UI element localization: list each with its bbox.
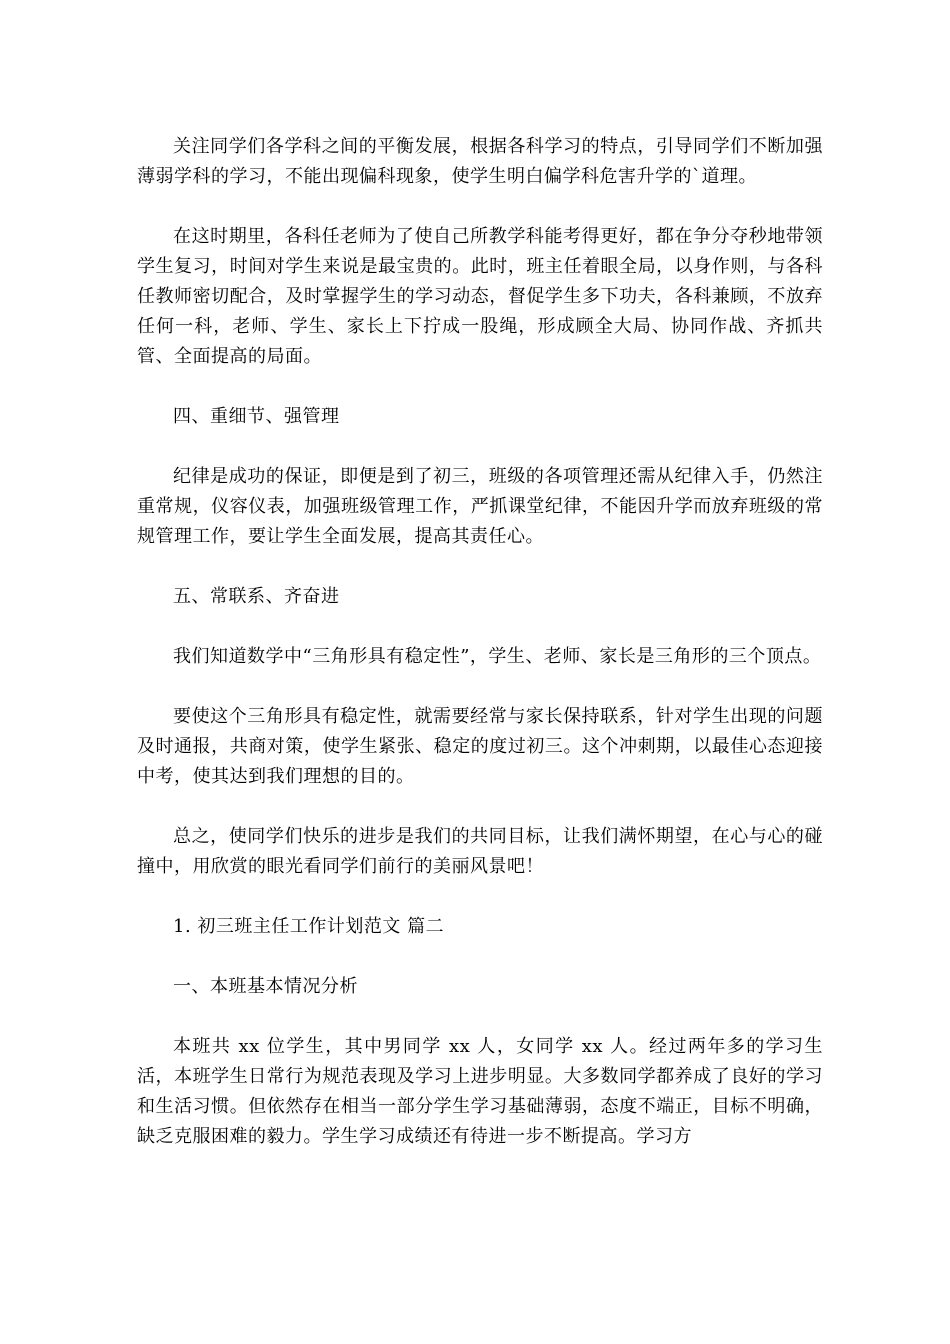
section-heading-5: 五、常联系、齐奋进 (173, 586, 340, 607)
paragraph-teacher-cooperation: 在这时期里，各科任老师为了使自己所教学科能考得更好，都在争分夺秒地带领学生复习，时间对学生来说是最宝贵的。此时，班主任着眼全局，以身作则，与各科任教师密切配合，及时掌握学生的学习动态，督促学生多下功夫，各科兼顾，不放弃任何一科，老师、学生、家长上下拧成一股绳，形成顾全大局、协同作战、齐抓共管、全面提高的局面。 (137, 226, 823, 367)
paragraph-discipline: 纪律是成功的保证，即便是到了初三，班级的各项管理还需从纪律入手，仍然注重常规，仪容仪表，加强班级管理工作，严抓课堂纪律，不能因升学而放弃班级的常规管理工作，要让学生全面发展，提高其责任心。 (137, 466, 823, 547)
document-page (137, 132, 823, 1152)
section-heading-1: 一、本班基本情况分析 (173, 976, 358, 997)
paragraph-parent-contact: 要使这个三角形具有稳定性，就需要经常与家长保持联系，针对学生出现的问题及时通报，共商对策，使学生紧张、稳定的度过初三。这个冲刺期，以最佳心态迎接中考，使其达到我们理想的目的。 (137, 706, 823, 787)
paragraph-class-analysis: 本班共 xx 位学生，其中男同学 xx 人，女同学 xx 人。经过两年多的学习生活，本班学生日常行为规范表现及学习上进步明显。大多数同学都养成了良好的学习和生活习惯。但依然存在相当一部分学生学习基础薄弱，态度不端正，目标不明确，缺乏克服困难的毅力。学生学习成绩还有待进一步不断提高。学习方 (137, 1036, 823, 1147)
paragraph-balanced-development: 关注同学们各学科之间的平衡发展，根据各科学习的特点，引导同学们不断加强薄弱学科的学习，不能出现偏科现象，使学生明白偏学科危害升学的`道理。 (137, 136, 823, 187)
section-heading-4: 四、重细节、强管理 (173, 406, 340, 427)
paragraph-triangle: 我们知道数学中“三角形具有稳定性”，学生、老师、家长是三角形的三个顶点。 (173, 646, 822, 667)
paragraph-conclusion: 总之，使同学们快乐的进步是我们的共同目标，让我们满怀期望，在心与心的碰撞中，用欣赏的眼光看同学们前行的美丽风景吧！ (137, 826, 823, 877)
article-title-2: 1. 初三班主任工作计划范文 篇二 (173, 916, 445, 937)
